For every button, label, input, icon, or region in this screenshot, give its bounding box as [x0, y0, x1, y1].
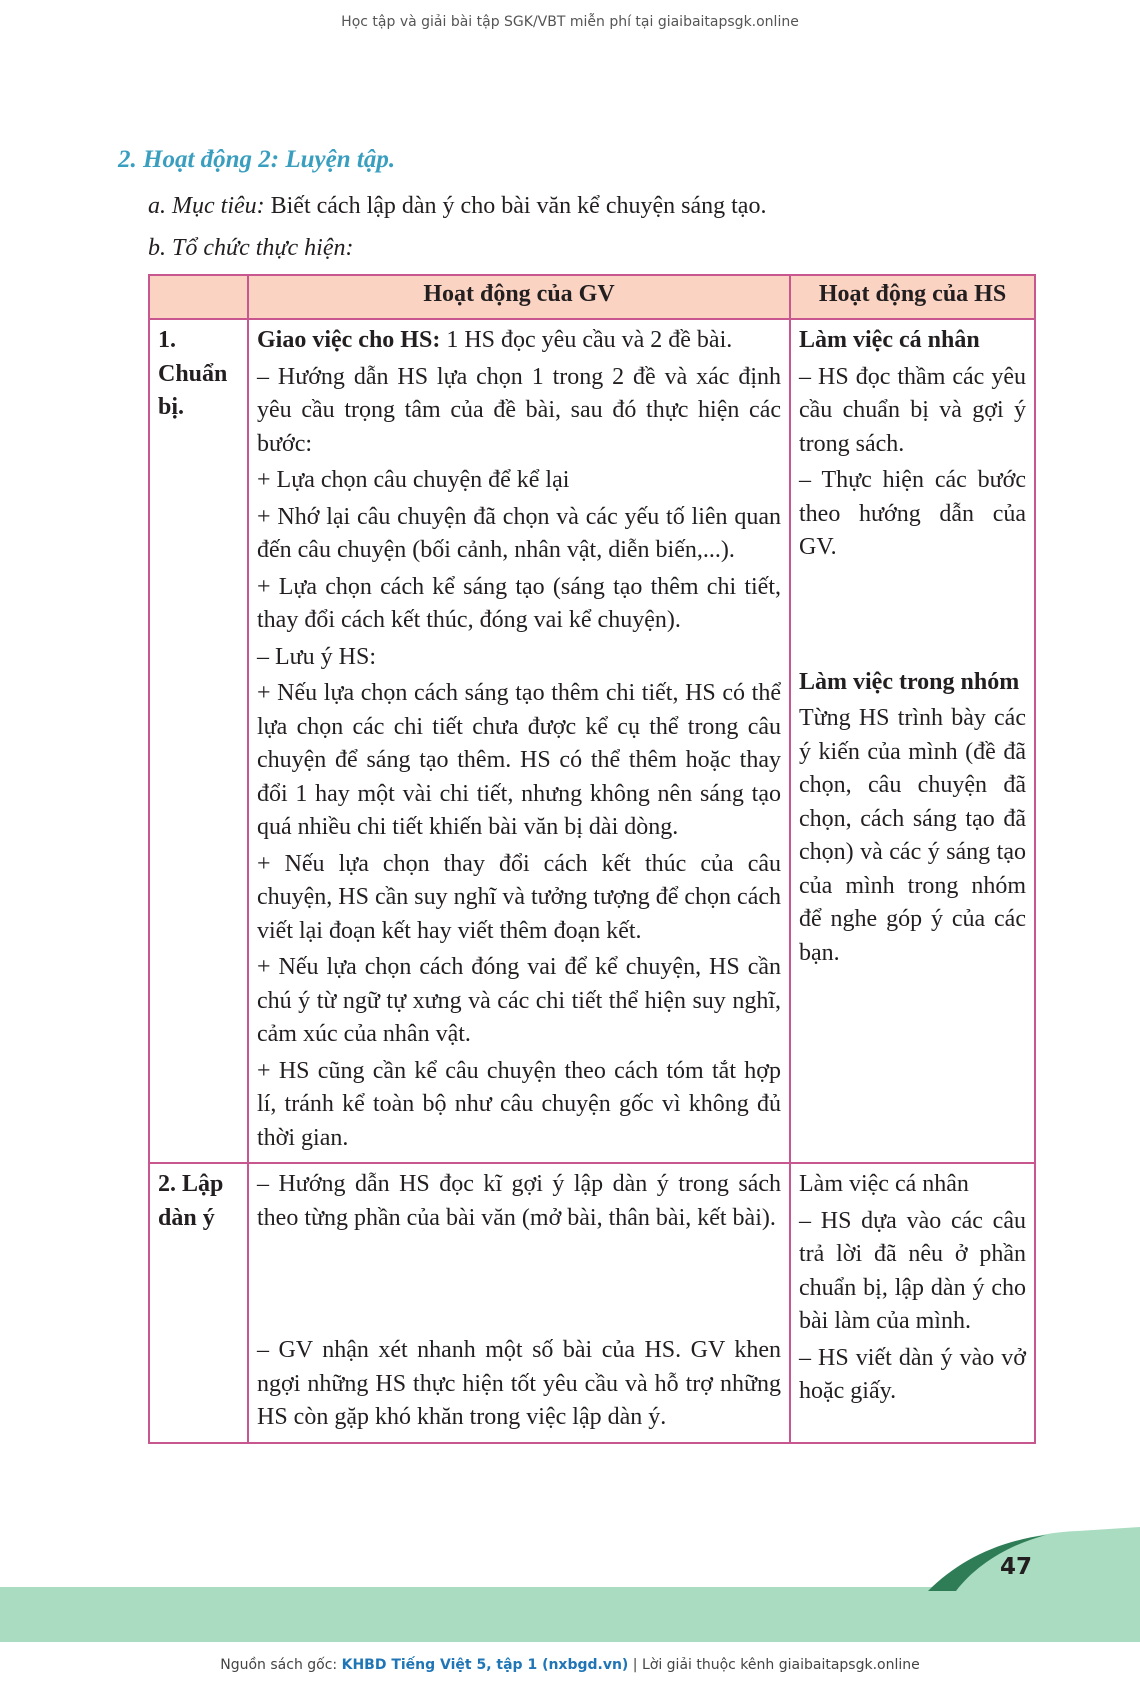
- gv-paragraph: + Lựa chọn câu chuyện để kể lại: [257, 467, 570, 493]
- objective-text: Biết cách lập dàn ý cho bài văn kể chuyện sáng tạo.: [264, 193, 767, 219]
- hs-cell: [790, 319, 1035, 1163]
- hs-paragraph: – HS viết dàn ý vào vở hoặc giấy.: [799, 1344, 1026, 1404]
- gv-paragraph: + HS cũng cần kể câu chuyện theo cách tóm tắt hợp lí, tránh kể toàn bộ như câu chuyện gốc vì không đủ thời gian.: [257, 1057, 781, 1151]
- note-prefix: Nguồn sách gốc:: [220, 1657, 342, 1673]
- organization-label: b. Tổ chức thực hiện:: [148, 235, 354, 261]
- hs-paragraph: Từng HS trình bày các ý kiến của mình (đề đã chọn, câu chuyện đã chọn, cách sáng tạo đã chọn) và các ý sáng tạo của mình trong nhóm để nghe góp ý của các bạn.: [799, 705, 1026, 966]
- gv-paragraph: + Nếu lựa chọn cách sáng tạo thêm chi tiết, HS có thể lựa chọn các chi tiết chưa được kể cụ thể trong câu chuyện để sáng tạo thêm. HS có thể thêm hoặc thay đổi 1 hay một vài chi tiết, nhưng không nên sáng tạo quá nhiều chi tiết khiến bài văn bị dài dòng.: [257, 680, 781, 840]
- gv-paragraph: + Nếu lựa chọn cách đóng vai để kể chuyện, HS cần chú ý từ ngữ tự xưng và các chi tiết thể hiện suy nghĩ, cảm xúc của nhân vật.: [257, 954, 781, 1047]
- gv-cell: [248, 319, 790, 1163]
- footer-band: [0, 1587, 1140, 1642]
- hs-paragraph: – Thực hiện các bước theo hướng dẫn của GV.: [799, 467, 1026, 560]
- header-stage: [149, 275, 248, 319]
- objective-line: [148, 191, 766, 221]
- hs-paragraph: – HS dựa vào các câu trả lời đã nêu ở phần chuẩn bị, lập dàn ý cho bài làm của mình.: [799, 1207, 1026, 1334]
- gv-paragraph: – GV nhận xét nhanh một số bài của HS. GV khen ngợi những HS thực hiện tốt yêu cầu và hỗ trợ những HS còn gặp khó khăn trong việc lập dàn ý.: [257, 1337, 781, 1430]
- note-suffix: | Lời giải thuộc kênh giaibaitapsgk.online: [628, 1657, 920, 1673]
- activity-table: [148, 274, 1036, 1444]
- gv-cell: [248, 1163, 790, 1443]
- hs-heading: [799, 666, 1026, 700]
- page-tab-swoosh: [928, 1527, 1140, 1591]
- gv-paragraph: + Nếu lựa chọn thay đổi cách kết thúc của câu chuyện, HS cần suy nghĩ và tưởng tượng để chọn cách viết lại đoạn kết hay viết thêm đoạn kết.: [257, 850, 781, 944]
- gv-paragraph: – Lưu ý HS:: [257, 643, 377, 670]
- organization-line: [148, 233, 353, 263]
- table-row: [149, 319, 1035, 1163]
- spacer: [799, 568, 1026, 666]
- stage-cell: 2. Lập dàn ý: [149, 1163, 248, 1443]
- hs-heading: [799, 324, 1026, 358]
- objective-label: a. Mục tiêu:: [148, 193, 265, 219]
- header-gv: Hoạt động của GV: [248, 275, 790, 319]
- top-note: Học tập và giải bài tập SGK/VBT miễn phí tại giaibaitapsgk.online: [341, 14, 799, 30]
- hs-paragraph: – HS đọc thầm các yêu cầu chuẩn bị và gợi ý trong sách.: [799, 363, 1026, 457]
- table-row: [149, 1163, 1035, 1443]
- hs-cell: [790, 1163, 1035, 1443]
- page-number: 47: [999, 1554, 1032, 1580]
- stage-cell: 1. Chuẩn bị.: [149, 319, 248, 1163]
- table-header-row: [149, 275, 1035, 319]
- gv-paragraph: + Lựa chọn cách kể sáng tạo (sáng tạo thêm chi tiết, thay đổi cách kết thúc, đóng vai kể chuyện).: [257, 573, 781, 633]
- hs-heading-text: Làm việc trong nhóm: [799, 668, 1020, 695]
- hs-heading: Làm việc cá nhân: [799, 1171, 969, 1197]
- gv-lead: [257, 324, 781, 358]
- header-hs: Hoạt động của HS: [790, 275, 1035, 319]
- hs-heading-text: Làm việc cá nhân: [799, 327, 980, 353]
- gv-lead-rest: 1 HS đọc yêu cầu và 2 đề bài.: [440, 327, 733, 353]
- bottom-note: [0, 1657, 1140, 1673]
- note-source: KHBD Tiếng Việt 5, tập 1 (nxbgd.vn): [341, 1657, 629, 1673]
- gv-paragraph: + Nhớ lại câu chuyện đã chọn và các yếu tố liên quan đến câu chuyện (bối cảnh, nhân vật, diễn biến,...).: [257, 503, 781, 563]
- gv-paragraph: – Hướng dẫn HS lựa chọn 1 trong 2 đề và xác định yêu cầu trọng tâm của đề bài, sau đó thực hiện các bước:: [257, 363, 781, 457]
- spacer: [257, 1238, 781, 1334]
- gv-lead-bold: Giao việc cho HS:: [257, 327, 441, 353]
- gv-paragraph: – Hướng dẫn HS đọc kĩ gợi ý lập dàn ý trong sách theo từng phần của bài văn (mở bài, thân bài, kết bài).: [257, 1171, 781, 1231]
- section-title: 2. Hoạt động 2: Luyện tập.: [118, 146, 396, 173]
